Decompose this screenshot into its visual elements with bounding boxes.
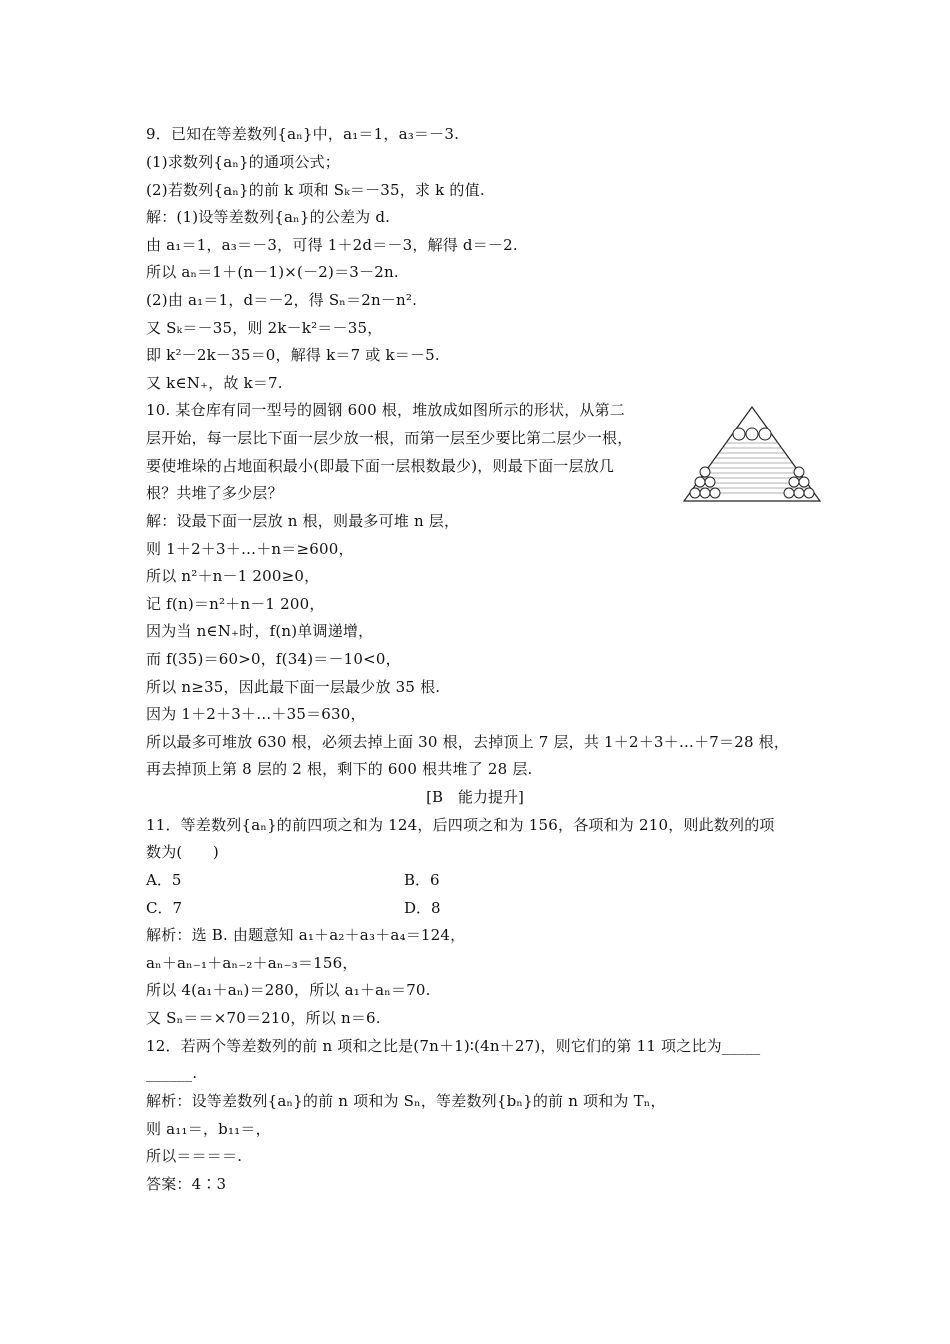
text-line: 因为当 n∈N₊时，f(n)单调递增， [146,622,374,640]
text-line: 又 k∈N₊，故 k＝7. [146,374,283,392]
stacked-bars-triangle-figure [682,405,822,503]
text-line: 要使堆垛的占地面积最小(即最下面一层根数最少)，则最下面一层放几 [146,457,615,475]
text-line: 即 k²－2k－35＝0，解得 k＝7 或 k＝－5. [146,346,440,364]
text-line: 解：(1)设等差数列{aₙ}的公差为 d. [146,208,391,226]
text-line: 9．已知在等差数列{aₙ}中，a₁＝1，a₃＝－3. [146,125,460,143]
text-line: 解：设最下面一层放 n 根，则最多可堆 n 层， [146,512,460,530]
text-line: 又 Sₖ＝－35，则 2k－k²＝－35， [146,319,383,337]
solution-line: 则 a₁₁＝，b₁₁＝， [146,1120,271,1138]
question-11-text: 11．等差数列{aₙ}的前四项之和为 124，后四项之和为 156，各项和为 210，则此数列的项 [146,816,775,834]
text-line: 层开始，每一层比下面一层少放一根，而第一层至少要比第二层少一根， [146,429,633,447]
option-b: B．6 [404,871,440,889]
option-a: A．5 [146,871,182,889]
text-line: 根？共堆了多少层？ [146,484,283,502]
text-line: 再去掉顶上第 8 层的 2 根，剩下的 600 根共堆了 28 层. [146,760,533,778]
text-line: 所以 n≥35，因此最下面一层最少放 35 根. [146,678,441,696]
text-line: 由 a₁＝1，a₃＝－3，可得 1＋2d＝－3，解得 d＝－2. [146,236,518,254]
text-line: 所以最多可堆放 630 根，必须去掉上面 30 根，去掉顶上 7 层，共 1＋2＋3＋…＋7＝28 根， [146,733,790,751]
text-line: 而 f(35)＝60>0，f(34)＝－10<0， [146,650,401,668]
question-11-text: 数为( ) [146,843,219,861]
answer-line: 答案：4∶3 [146,1175,227,1193]
solution-line: 所以＝＝＝＝. [146,1147,243,1165]
solution-line: 所以 4(a₁＋aₙ)＝280，所以 a₁＋aₙ＝70. [146,981,431,999]
text-line: (2)若数列{aₙ}的前 k 项和 Sₖ＝－35，求 k 的值. [146,181,485,199]
text-line: 则 1＋2＋3＋…＋n＝≥600， [146,540,354,558]
text-line: 所以 n²＋n－1 200≥0， [146,567,320,585]
solution-line: 又 Sₙ＝＝×70＝210，所以 n＝6. [146,1009,381,1027]
question-12-text: ______. [146,1064,198,1082]
solution-line: 解析：选 B. 由题意知 a₁＋a₂＋a₃＋a₄＝124， [146,926,466,944]
solution-line: aₙ＋aₙ₋₁＋aₙ₋₂＋aₙ₋₃＝156， [146,954,358,972]
text-line: 10. 某仓库有同一型号的圆钢 600 根，堆放成如图所示的形状，从第二 [146,401,625,419]
text-line: (1)求数列{aₙ}的通项公式； [146,153,340,171]
solution-line: 解析：设等差数列{aₙ}的前 n 项和为 Sₙ，等差数列{bₙ}的前 n 项和为 Tₙ， [146,1092,666,1110]
option-d: D．8 [404,899,441,917]
option-c: C．7 [146,899,183,917]
section-title: [B 能力提升] [426,788,524,806]
text-line: 因为 1＋2＋3＋…＋35＝630， [146,705,366,723]
text-line: (2)由 a₁＝1，d＝－2，得 Sₙ＝2n－n². [146,291,418,309]
question-12-text: 12．若两个等差数列的前 n 项和之比是(7n＋1)∶(4n＋27)，则它们的第 11 项之比为_____ [146,1037,761,1055]
text-line: 记 f(n)＝n²＋n－1 200， [146,595,325,613]
text-line: 所以 aₙ＝1＋(n－1)×(－2)＝3－2n. [146,263,399,281]
